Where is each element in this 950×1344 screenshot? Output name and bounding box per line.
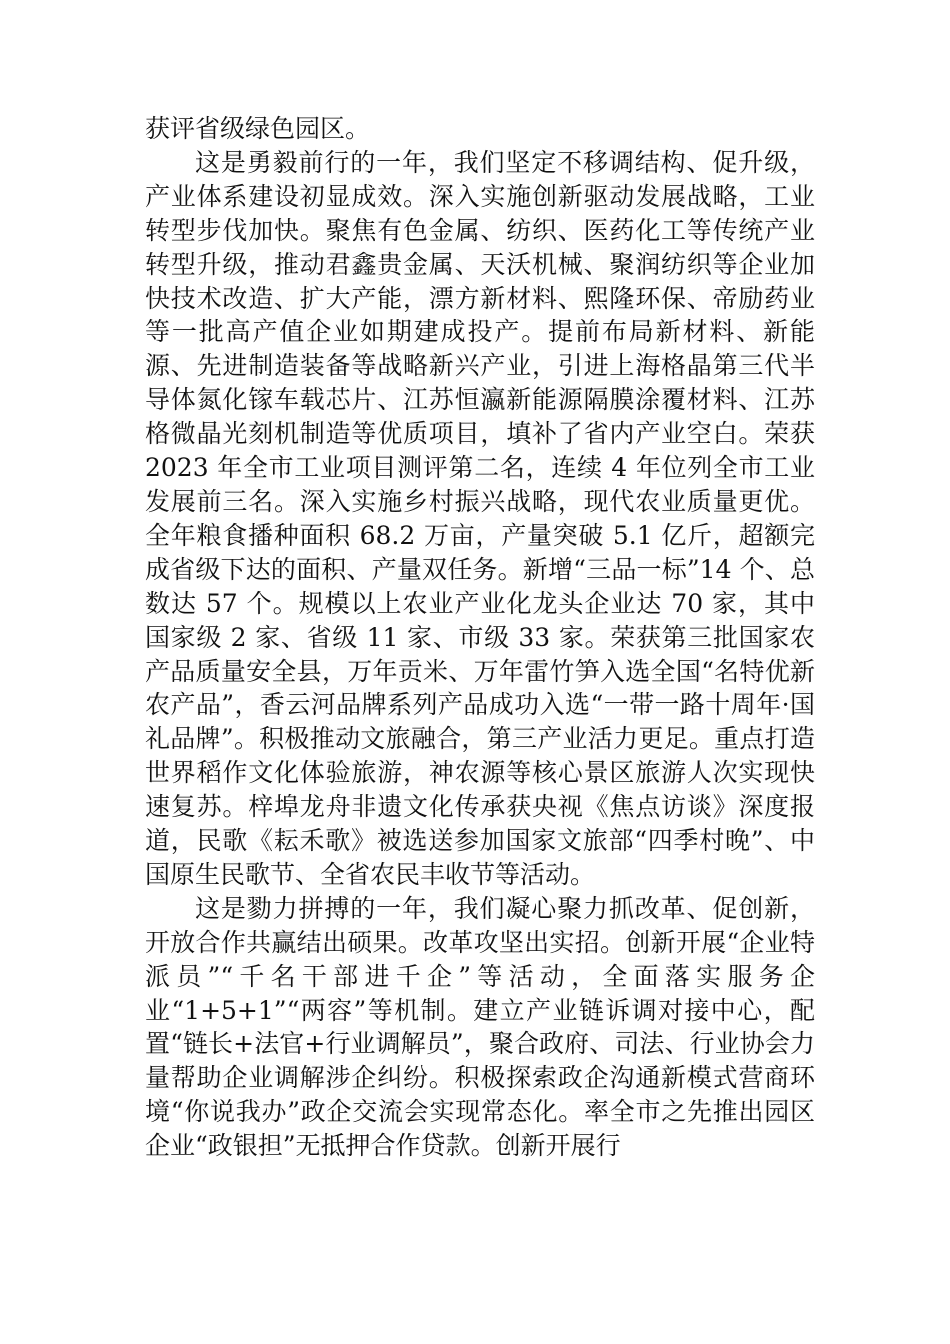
paragraph-1: 获评省级绿色园区。 [145,114,371,143]
document-body [145,112,815,1163]
paragraph-3: 这是勠力拼搏的一年，我们凝心聚力抓改革、促创新，开放合作共赢结出硕果。改革攻坚出实招。创新开展“企业特派员”“千名干部进千企”等活动，全面落实服务企业“1+5+1”“两容”等机制。建立产业链诉调对接中心，配置“链长+法官+行业调解员”，聚合政府、司法、行业协会力量帮助企业调解涉企纠纷。积极探索政企沟通新模式营商环境“你说我办”政企交流会实现常态化。率全市之先推出园区企业“政银担”无抵押合作贷款。创新开展行 [145,893,815,1161]
paragraph-2: 这是勇毅前行的一年，我们坚定不移调结构、促升级，产业体系建设初显成效。深入实施创新驱动发展战略，工业转型步伐加快。聚焦有色金属、纺织、医药化工等传统产业转型升级，推动君鑫贵金属、天沃机械、聚润纺织等企业加快技术改造、扩大产能，漂方新材料、熙隆环保、帝励药业等一批高产值企业如期建成投产。提前布局新材料、新能源、先进制造装备等战略新兴产业，引进上海格晶第三代半导体氮化镓车载芯片、江苏恒瀛新能源隔膜涂覆材料、江苏格微晶光刻机制造等优质项目，填补了省内产业空白。荣获 2023 年全市工业项目测评第二名，连续 4 年位列全市工业发展前三名。深入实施乡村振兴战略，现代农业质量更优。全年粮食播种面积 68.2 万亩，产量突破 5.1 亿斤，超额完成省级下达的面积、产量双任务。新增“三品一标”14 个、总数达 57 个。规模以上农业产业化龙头企业达 70 家，其中国家级 2 家、省级 11 家、市级 33 家。荣获第三批国家农产品质量安全县，万年贡米、万年雷竹笋入选全国“名特优新农产品”，香云河品牌系列产品成功入选“一带一路十周年·国礼品牌”。积极推动文旅融合，第三产业活力更足。重点打造世界稻作文化体验旅游，神农源等核心景区旅游人次实现快速复苏。梓埠龙舟非遗文化传承获央视《焦点访谈》深度报道，民歌《耘禾歌》被选送参加国家文旅部“四季村晚”、中国原生民歌节、全省农民丰收节等活动。 [145,147,815,889]
